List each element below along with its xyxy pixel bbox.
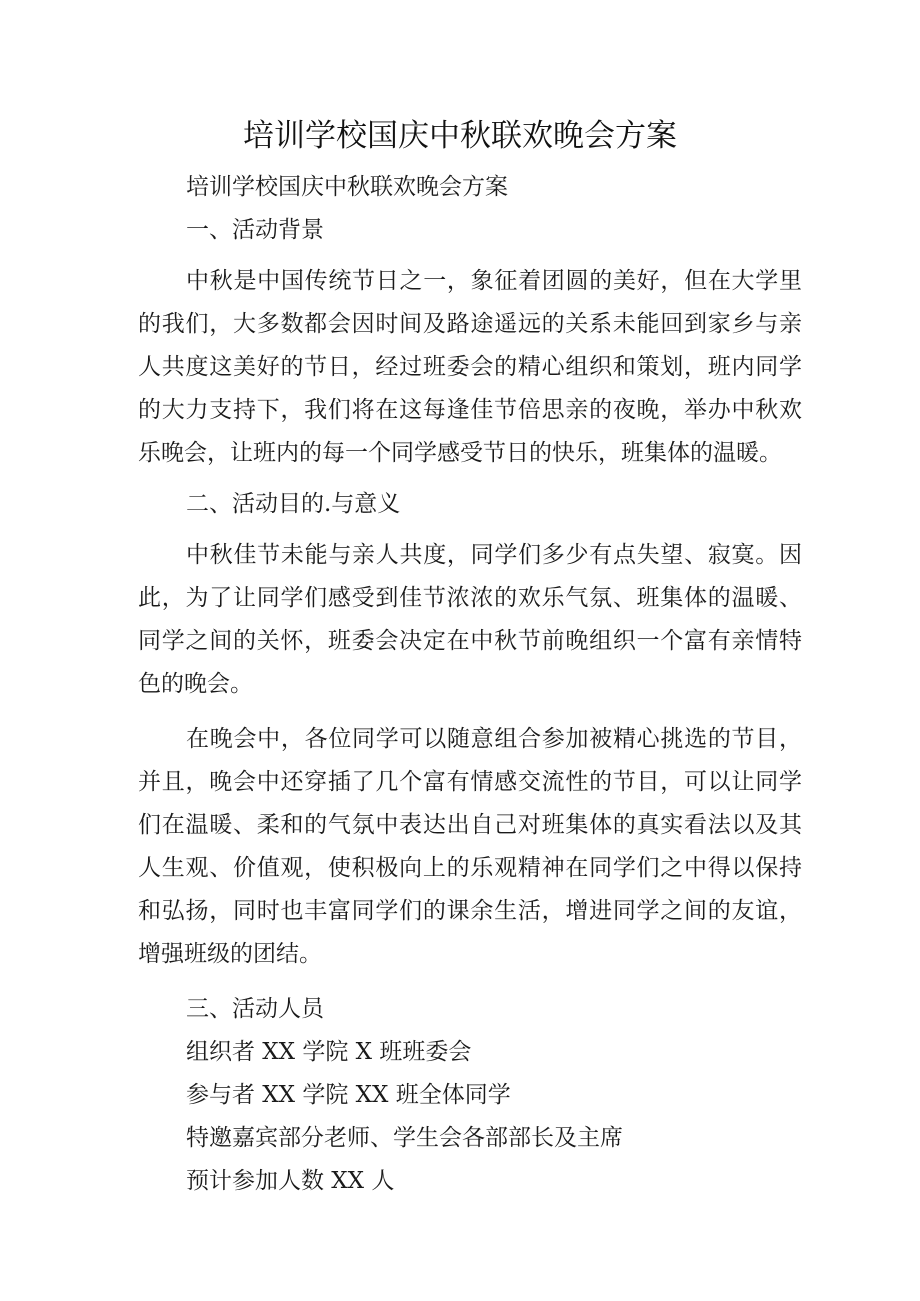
document-subtitle: 培训学校国庆中秋联欢晚会方案 (186, 174, 508, 200)
purpose-paragraph-2: 在晚会中，各位同学可以随意组合参加被精心挑选的节目，并且，晚会中还穿插了几个富有情感交流性的节目，可以让同学们在温暖、柔和的气氛中表达出自己对班集体的真实看法以及其人生观、价值观，使积极向上的乐观精神在同学们之中得以保持和弘扬，同时也丰富同学们的课余生活，增进同学之间的友谊，增强班级的团结。 (138, 726, 802, 967)
section-heading-participants: 三、活动人员 (186, 996, 324, 1022)
background-paragraph: 中秋是中国传统节日之一，象征着团圆的美好，但在大学里的我们，大多数都会因时间及路途遥远的关系未能回到家乡与亲人共度这美好的节日，经过班委会的精心组织和策划，班内同学的大力支持下，我们将在这每逢佳节倍思亲的夜晚，举办中秋欢乐晚会，让班内的每一个同学感受节日的快乐，班集体的温暖。 (138, 268, 802, 466)
document-title: 培训学校国庆中秋联欢晚会方案 (243, 118, 677, 154)
purpose-paragraph-1: 中秋佳节未能与亲人共度，同学们多少有点失望、寂寞。因此，为了让同学们感受到佳节浓浓的欢乐气氛、班集体的温暖、同学之间的关怀，班委会决定在中秋节前晚组织一个富有亲情特色的晚会。 (138, 542, 802, 697)
section-heading-purpose: 二、活动目的.与意义 (186, 491, 401, 517)
guests-line: 特邀嘉宾部分老师、学生会各部部长及主席 (186, 1125, 623, 1151)
section-heading-background: 一、活动背景 (186, 217, 324, 243)
organizer-line: 组织者 XX 学院 X 班班委会 (186, 1039, 472, 1065)
participants-line: 参与者 XX 学院 XX 班全体同学 (186, 1082, 511, 1108)
expected-attendance-line: 预计参加人数 XX 人 (186, 1168, 395, 1194)
document-body (138, 166, 802, 1203)
